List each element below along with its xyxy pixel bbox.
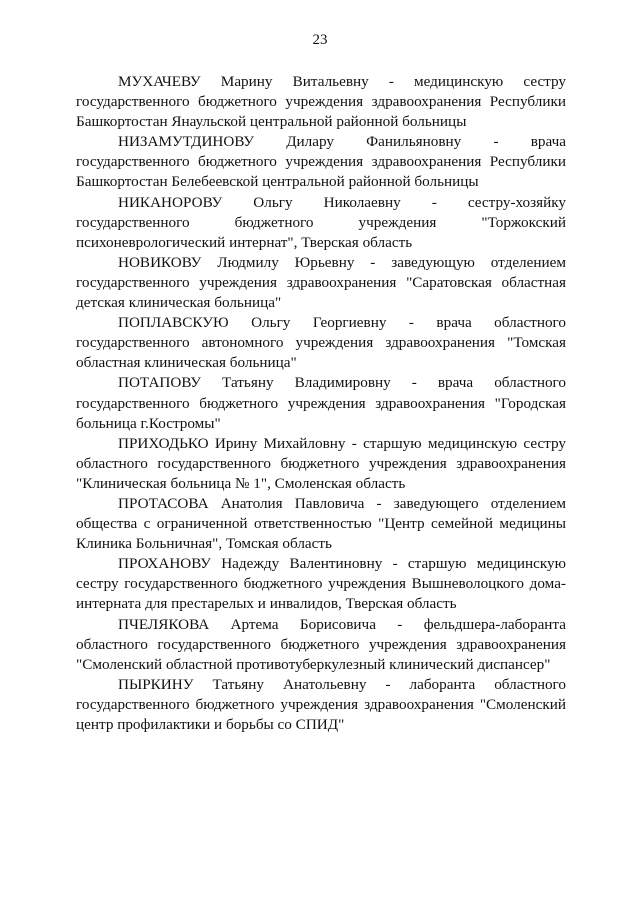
award-entry: ПОТАПОВУ Татьяну Владимировну - врача областного государственного бюджетного учреждения здравоохранения "Городская больница г.Костромы" bbox=[76, 374, 566, 432]
award-entry: ПРИХОДЬКО Ирину Михайловну - старшую медицинскую сестру областного государственного бюджетного учреждения здравоохранения "Клиническая больница № 1", Смоленская область bbox=[76, 434, 566, 492]
award-entry: НИКАНОРОВУ Ольгу Николаевну - сестру-хозяйку государственного бюджетного учреждения "Торжокский психоневрологический интернат", Тверская область bbox=[76, 193, 566, 251]
award-list bbox=[76, 72, 566, 735]
award-entry: МУХАЧЕВУ Марину Витальевну - медицинскую сестру государственного бюджетного учреждения здравоохранения Республики Башкортостан Янаульской центральной районной больницы bbox=[76, 73, 566, 131]
award-entry: ПРОХАНОВУ Надежду Валентиновну - старшую медицинскую сестру государственного бюджетного учреждения Вышневолоцкого дома-интерната для престарелых и инвалидов, Тверская область bbox=[76, 555, 566, 613]
award-entry: ПРОТАСОВА Анатолия Павловича - заведующего отделением общества с ограниченной ответственностью "Центр семейной медицины Клиника Больничная", Томская область bbox=[76, 494, 566, 553]
award-entry: НОВИКОВУ Людмилу Юрьевну - заведующую отделением государственного учреждения здравоохранения "Саратовская областная детская клиническая больница" bbox=[76, 253, 566, 312]
award-entry: ПОПЛАВСКУЮ Ольгу Георгиевну - врача областного государственного автономного учреждения здравоохранения "Томская областная клиническая больница" bbox=[76, 314, 566, 372]
page-number: 23 bbox=[312, 32, 328, 48]
award-entry: ПЫРКИНУ Татьяну Анатольевну - лаборанта областного государственного бюджетного учреждения здравоохранения "Смоленский центр профилактики и борьбы со СПИД" bbox=[76, 675, 566, 733]
award-entry: НИЗАМУТДИНОВУ Дилару Фанильяновну - врача государственного бюджетного учреждения здравоохранения Республики Башкортостан Белебеевской центральной районной больницы bbox=[76, 133, 566, 191]
award-entry: ПЧЕЛЯКОВА Артема Борисовича - фельдшера-лаборанта областного государственного бюджетного учреждения здравоохранения "Смоленский областной противотуберкулезный клинический диспансер" bbox=[76, 615, 566, 673]
